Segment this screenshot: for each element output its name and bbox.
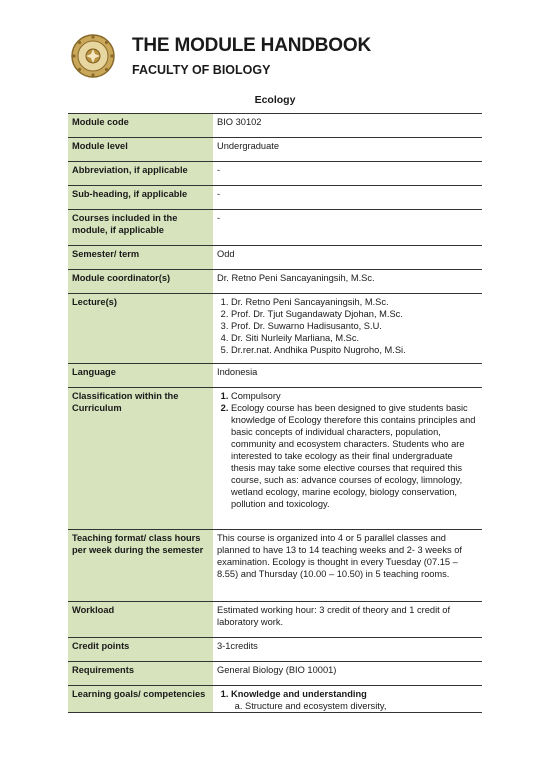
row-label: Classification within the Curriculum [68,388,213,530]
lecturer-list [217,296,478,356]
table-row [68,162,482,186]
row-value: Dr. Retno Peni Sancayaningsih, M.Sc. [213,270,482,294]
table-row [68,686,482,713]
row-value [213,388,482,530]
row-value [213,686,482,713]
row-label: Lecture(s) [68,294,213,364]
row-label: Workload [68,602,213,638]
faculty-name: FACULTY OF BIOLOGY [132,63,271,77]
row-label: Semester/ term [68,246,213,270]
row-value: Indonesia [213,364,482,388]
list-item: a. Structure and ecosystem diversity, [245,700,478,712]
row-value: General Biology (BIO 10001) [213,662,482,686]
row-value: Odd [213,246,482,270]
row-label: Module level [68,138,213,162]
list-item-text: Ecology course has been designed to give students basic knowledge of Ecology therefore this contains principles and basic concepts of individual characters, population, community and ecosystem characters. Students who are interested to take ecology as their final undergraduate thesis may take some elective courses that required this course, such as: advance courses of ecology, limnology, wetland ecology, marine ecology, biology conservation, pollution and toxicology. [231,403,476,509]
document-header [70,33,510,81]
row-value [213,294,482,364]
row-value: - [213,186,482,210]
table-row [68,210,482,246]
row-label: Language [68,364,213,388]
goal-sublist [231,700,478,712]
row-label: Module code [68,114,213,138]
table-row [68,138,482,162]
row-value: Estimated working hour: 3 credit of theory and 1 credit of laboratory work. [213,602,482,638]
table-row [68,270,482,294]
list-item: 3. Prof. Dr. Suwarno Hadisusanto, S.U. [231,320,478,332]
list-item [231,688,478,712]
row-label: Courses included in the module, if applicable [68,210,213,246]
table-row [68,186,482,210]
row-label: Sub-heading, if applicable [68,186,213,210]
list-item: 4. Dr. Siti Nurleily Marliana, M.Sc. [231,332,478,344]
table-row [68,246,482,270]
list-item: 2. Prof. Dr. Tjut Sugandawaty Djohan, M.Sc. [231,308,478,320]
table-row [68,602,482,638]
list-item: 1. Dr. Retno Peni Sancayaningsih, M.Sc. [231,296,478,308]
table-row [68,530,482,602]
row-label: Learning goals/ competencies [68,686,213,713]
goals-list [217,688,478,712]
table-row [68,294,482,364]
list-item [231,390,478,402]
row-value: BIO 30102 [213,114,482,138]
row-value: - [213,162,482,186]
row-label: Credit points [68,638,213,662]
classification-list [217,390,478,510]
row-label: Requirements [68,662,213,686]
row-label: Teaching format/ class hours per week during the semester [68,530,213,602]
row-value: 3-1credits [213,638,482,662]
module-name: Ecology [254,94,296,106]
list-item [231,402,478,510]
row-value: This course is organized into 4 or 5 parallel classes and planned to have 13 to 14 teaching weeks and 2- 3 weeks of examination. Ecology is thought in every Tuesday (07.15 – 8.55) and Thursday (10.00 – 10.50) in 5 teaching rooms. [213,530,482,602]
university-seal-icon [70,33,116,79]
row-label: Module coordinator(s) [68,270,213,294]
goal-heading: Knowledge and understanding [231,689,367,699]
row-value: - [213,210,482,246]
table-row [68,364,482,388]
handbook-title: THE MODULE HANDBOOK [132,35,371,56]
table-row [68,114,482,138]
list-item: 5. Dr.rer.nat. Andhika Puspito Nugroho, M.Si. [231,344,478,356]
list-item-text: Compulsory [231,391,281,401]
table-row [68,638,482,662]
table-row [68,662,482,686]
module-table [68,113,482,713]
row-label: Abbreviation, if applicable [68,162,213,186]
table-row [68,388,482,530]
row-value: Undergraduate [213,138,482,162]
